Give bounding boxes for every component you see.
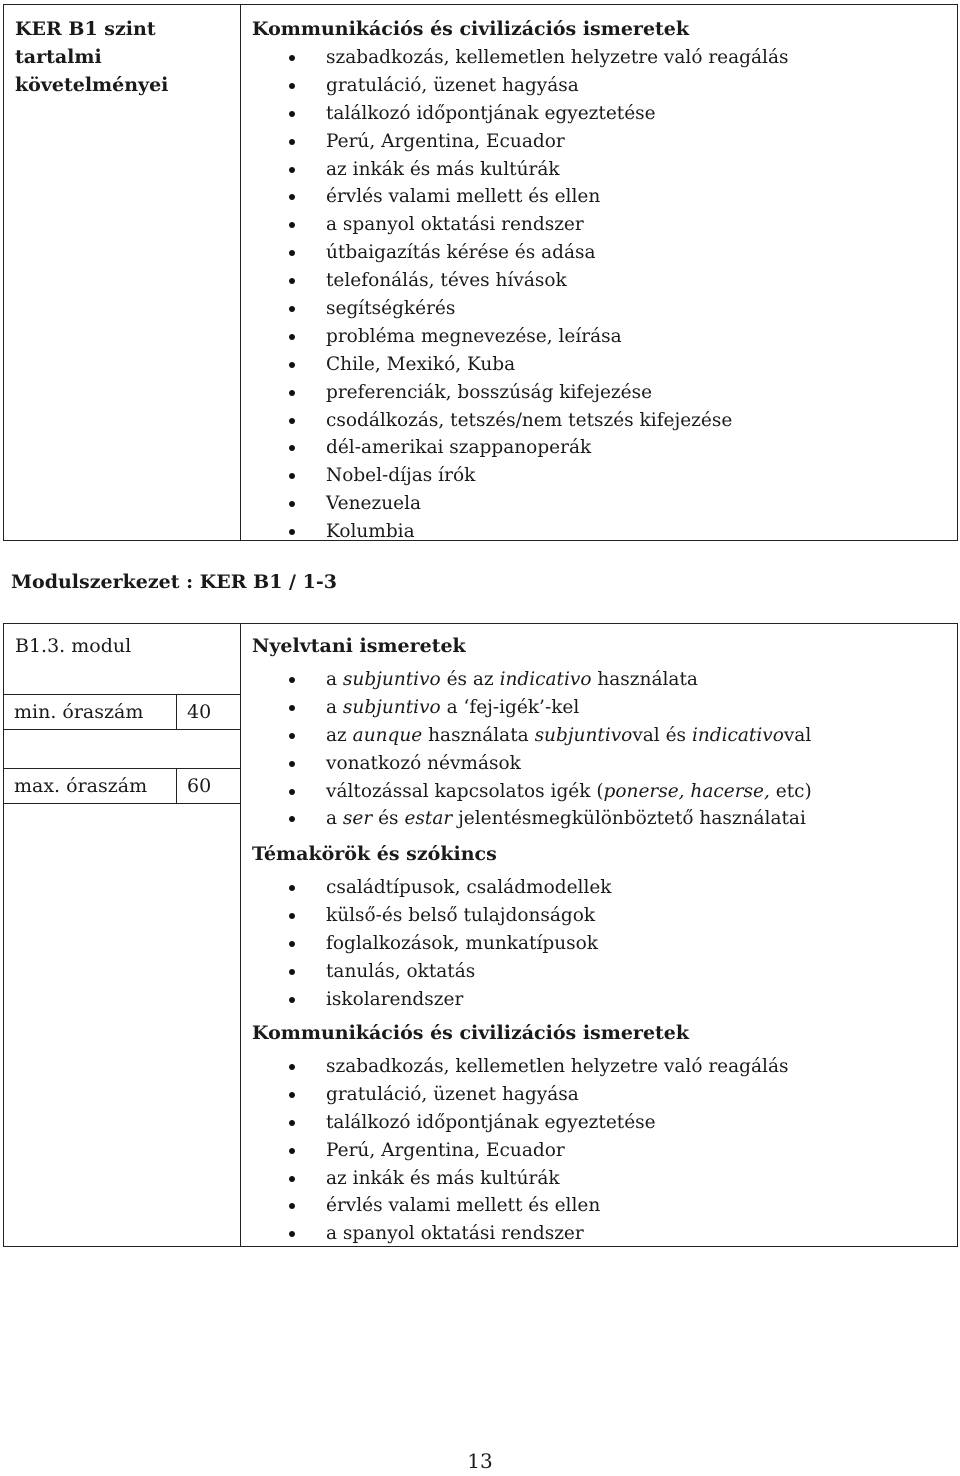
bullet-icon bbox=[289, 913, 295, 919]
italic-term: ser bbox=[342, 808, 373, 830]
list-item-text: tanulás, oktatás bbox=[326, 960, 476, 982]
module-name: B1.3. modul bbox=[15, 635, 132, 657]
max-hours-value: 60 bbox=[176, 769, 230, 803]
list-item bbox=[241, 462, 788, 490]
list-item bbox=[241, 267, 788, 295]
min-hours-value: 40 bbox=[176, 695, 230, 729]
list-item bbox=[241, 183, 788, 211]
list-item bbox=[241, 778, 812, 806]
list-item bbox=[241, 100, 788, 128]
list-item-text: érvlés valami mellett és ellen bbox=[326, 1195, 601, 1217]
list-item-text: jelentésmegkülönböztető használatai bbox=[452, 808, 806, 830]
list-item-text: használata bbox=[591, 669, 698, 690]
list-item-text: foglalkozások, munkatípusok bbox=[326, 932, 598, 954]
list-item bbox=[241, 351, 788, 379]
list-item-text: és az bbox=[440, 669, 500, 690]
bullet-icon bbox=[289, 473, 295, 479]
list-item bbox=[241, 1165, 788, 1193]
bullet-icon bbox=[289, 1064, 295, 1070]
list-item-text: segítségkérés bbox=[326, 298, 456, 320]
list-item bbox=[241, 722, 812, 750]
communication-list bbox=[241, 44, 788, 546]
list-item bbox=[241, 1192, 788, 1220]
bullet-icon bbox=[289, 167, 295, 173]
requirements-label: KER B1 szint tartalmi követelményei bbox=[15, 18, 169, 96]
bullet-icon bbox=[289, 1092, 295, 1098]
topics-title: Témakörök és szókincs bbox=[252, 843, 497, 865]
requirements-table bbox=[3, 4, 958, 541]
bullet-icon bbox=[289, 334, 295, 340]
list-item bbox=[241, 750, 812, 778]
bullet-icon bbox=[289, 816, 295, 822]
bullet-icon bbox=[289, 250, 295, 256]
requirements-label-cell bbox=[4, 5, 241, 540]
italic-term: indicativo bbox=[691, 724, 784, 746]
list-item-text: Perú, Argentina, Ecuador bbox=[326, 130, 565, 152]
bullet-icon bbox=[289, 997, 295, 1003]
bullet-icon bbox=[289, 1203, 295, 1209]
italic-term: aunque bbox=[352, 724, 423, 746]
list-item bbox=[241, 211, 788, 239]
list-item bbox=[241, 323, 788, 351]
bullet-icon bbox=[289, 733, 295, 739]
italic-term: subjuntivo bbox=[342, 669, 441, 690]
communication-title: Kommunikációs és civilizációs ismeretek bbox=[252, 1022, 690, 1044]
list-item-text: a ‘fej-igék’-kel bbox=[440, 696, 580, 718]
grammar-list bbox=[241, 666, 812, 833]
list-item bbox=[241, 518, 788, 546]
italic-term: estar bbox=[404, 808, 453, 830]
bullet-icon bbox=[289, 306, 295, 312]
list-item bbox=[241, 1109, 788, 1137]
bullet-icon bbox=[289, 705, 295, 711]
bullet-icon bbox=[289, 969, 295, 975]
list-item bbox=[241, 958, 612, 986]
bullet-icon bbox=[289, 501, 295, 507]
list-item-text: telefonálás, téves hívások bbox=[326, 270, 567, 292]
list-item-text: gratuláció, üzenet hagyása bbox=[326, 74, 579, 96]
list-item-text: val bbox=[783, 724, 812, 746]
bullet-icon bbox=[289, 445, 295, 451]
module-content-cell bbox=[241, 624, 957, 1246]
list-item-text: Venezuela bbox=[326, 493, 422, 515]
module-table bbox=[3, 623, 958, 1247]
list-item bbox=[241, 44, 788, 72]
bullet-icon bbox=[289, 194, 295, 200]
list-item bbox=[241, 1137, 788, 1165]
bullet-icon bbox=[289, 83, 295, 89]
list-item-text: szabadkozás, kellemetlen helyzetre való reagálás bbox=[326, 1056, 789, 1077]
page-number: 13 bbox=[467, 1449, 493, 1473]
min-hours-label: min. óraszám bbox=[14, 701, 144, 723]
list-item-text: találkozó időpontjának egyeztetése bbox=[326, 1111, 656, 1133]
list-item-text: használata bbox=[422, 724, 535, 746]
italic-term: ponerse, hacerse, bbox=[603, 780, 770, 802]
list-item bbox=[241, 666, 812, 694]
list-item-text: külső-és belső tulajdonságok bbox=[326, 904, 596, 926]
list-item-text: Chile, Mexikó, Kuba bbox=[326, 353, 516, 375]
requirements-content-cell bbox=[241, 5, 957, 543]
italic-term: indicativo bbox=[499, 669, 592, 690]
list-item-text: az inkák és más kultúrák bbox=[326, 158, 560, 180]
bullet-icon bbox=[289, 1231, 295, 1237]
list-item-text: Perú, Argentina, Ecuador bbox=[326, 1139, 565, 1161]
italic-term: subjuntivo bbox=[534, 724, 633, 746]
bullet-icon bbox=[289, 362, 295, 368]
grammar-title: Nyelvtani ismeretek bbox=[252, 635, 466, 657]
bullet-icon bbox=[289, 278, 295, 284]
list-item-text: szabadkozás, kellemetlen helyzetre való reagálás bbox=[326, 47, 789, 68]
list-item bbox=[241, 407, 788, 435]
bullet-icon bbox=[289, 529, 295, 535]
bullet-icon bbox=[289, 789, 295, 795]
list-item-text: és bbox=[372, 808, 405, 830]
list-item bbox=[241, 1081, 788, 1109]
list-item-text: családtípusok, családmodellek bbox=[326, 877, 612, 898]
bullet-icon bbox=[289, 222, 295, 228]
list-item bbox=[241, 434, 788, 462]
bullet-icon bbox=[289, 1120, 295, 1126]
list-item-text: probléma megnevezése, leírása bbox=[326, 325, 622, 347]
list-item-text: dél-amerikai szappanoperák bbox=[326, 437, 592, 459]
list-item-text: Nobel-díjas írók bbox=[326, 465, 476, 487]
module-info-cell bbox=[4, 624, 241, 1246]
section-title-communication: Kommunikációs és civilizációs ismeretek bbox=[252, 18, 690, 40]
list-item-text: a spanyol oktatási rendszer bbox=[326, 1223, 584, 1245]
list-item-text: gratuláció, üzenet hagyása bbox=[326, 1083, 579, 1105]
list-item-text: Kolumbia bbox=[326, 521, 415, 543]
list-item bbox=[241, 1053, 788, 1081]
italic-term: subjuntivo bbox=[342, 696, 441, 718]
bullet-icon bbox=[289, 761, 295, 767]
list-item bbox=[241, 490, 788, 518]
list-item bbox=[241, 72, 788, 100]
list-item-text: a bbox=[326, 808, 343, 830]
module-structure-heading: Modulszerkezet : KER B1 / 1-3 bbox=[11, 571, 337, 593]
list-item bbox=[241, 239, 788, 267]
list-item-text: csodálkozás, tetszés/nem tetszés kifejezése bbox=[326, 409, 733, 431]
list-item-text: a bbox=[326, 696, 343, 718]
bullet-icon bbox=[289, 885, 295, 891]
bullet-icon bbox=[289, 1148, 295, 1154]
bullet-icon bbox=[289, 55, 295, 61]
list-item-text: a spanyol oktatási rendszer bbox=[326, 214, 584, 236]
list-item bbox=[241, 805, 812, 833]
bullet-icon bbox=[289, 139, 295, 145]
bullet-icon bbox=[289, 111, 295, 117]
list-item bbox=[241, 874, 612, 902]
list-item-text: a bbox=[326, 669, 343, 690]
communication-list-2 bbox=[241, 1053, 788, 1248]
list-item-text: érvlés valami mellett és ellen bbox=[326, 186, 601, 208]
list-item-text: preferenciák, bosszúság kifejezése bbox=[326, 381, 653, 403]
list-item-text: vonatkozó névmások bbox=[326, 752, 521, 774]
list-item-text: etc) bbox=[769, 780, 812, 802]
list-item bbox=[241, 295, 788, 323]
list-item-text: az inkák és más kultúrák bbox=[326, 1167, 560, 1189]
list-item-text: iskolarendszer bbox=[326, 988, 464, 1010]
bullet-icon bbox=[289, 677, 295, 683]
max-hours-label: max. óraszám bbox=[14, 775, 148, 797]
list-item bbox=[241, 930, 612, 958]
list-item-text: az bbox=[326, 724, 353, 746]
bullet-icon bbox=[289, 1176, 295, 1182]
list-item-text: változással kapcsolatos igék ( bbox=[326, 780, 604, 802]
list-item bbox=[241, 986, 612, 1014]
min-hours-row bbox=[4, 694, 240, 730]
list-item bbox=[241, 694, 812, 722]
list-item-text: útbaigazítás kérése és adása bbox=[326, 242, 596, 264]
bullet-icon bbox=[289, 418, 295, 424]
list-item-text: találkozó időpontjának egyeztetése bbox=[326, 102, 656, 124]
bullet-icon bbox=[289, 390, 295, 396]
list-item bbox=[241, 902, 612, 930]
list-item-text: val és bbox=[632, 724, 692, 746]
bullet-icon bbox=[289, 941, 295, 947]
list-item bbox=[241, 379, 788, 407]
list-item bbox=[241, 156, 788, 184]
max-hours-row bbox=[4, 768, 240, 804]
topics-list bbox=[241, 874, 612, 1013]
list-item bbox=[241, 1220, 788, 1248]
list-item bbox=[241, 128, 788, 156]
